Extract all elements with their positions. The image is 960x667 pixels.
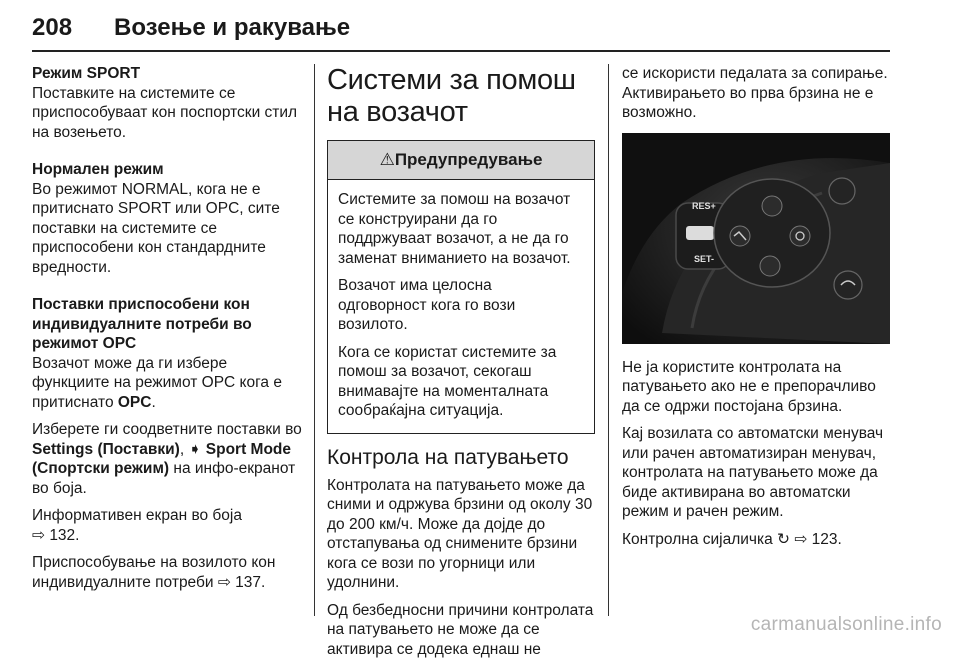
warning-text: Кога се користат системите за помош за возачот, секогаш внимавајте на моменталната сообраќајна ситуација. [338, 343, 557, 419]
settings-instructions: Изберете ги соодветните поставки во Settings (Поставки), ➧ Sport Mode (Спортски режим) на инфо-екранот во боја. [32, 421, 302, 497]
normal-heading: Нормален режим [32, 161, 164, 178]
cruise-text: Од безбедносни причини контролата на патувањето не може да се активира се додека еднаш не [327, 601, 594, 658]
steering-wheel-controls-photo [622, 133, 890, 344]
chapter-title: Возење и ракување [114, 14, 351, 41]
column-middle [327, 64, 595, 667]
customization-ref[interactable]: Приспособување на возилото кон индивидуалните потреби ⇨ 137. [32, 554, 276, 591]
cruise-advice: Не ја користите контролата на патувањето ако не е препорачливо да се одржи постојана брзина. [622, 358, 876, 415]
column-left [32, 64, 302, 600]
cruise-automatic: Кај возилата со автоматски менувач или рачен автоматизиран менувач, контролата на патувањето може да биде активирана во автоматски режим и рачен режим. [622, 425, 884, 520]
sport-text: Поставките на системите се приспособуваат кон поспортски стил на возењето. [32, 84, 298, 141]
opc-text: Возачот може да ги избере функциите на режимот OPC кога е притиснато OPC. [32, 354, 282, 411]
normal-text: Во режимот NORMAL, кога не е притиснато SPORT или OPC, сите поставки на системите се приспособени кон стандардните вредности. [32, 180, 280, 276]
sport-heading: Режим SPORT [32, 65, 141, 82]
arrow-right-icon: ➧ [188, 440, 202, 458]
column-divider [608, 64, 609, 616]
page-number: 208 [32, 14, 73, 41]
cruise-text-continued: се искористи педалата за сопирање. Активирањето во прва брзина не е возможно. [622, 65, 888, 121]
cruise-control-lamp-icon: ↻ [777, 530, 791, 548]
subsection-title: Контрола на патувањето [327, 445, 569, 469]
warning-text: Возачот има целосна одговорност кога го вози возилото. [338, 277, 516, 333]
reference-arrow-icon: ⇨ [794, 530, 808, 548]
section-title: Системи за помош на возачот [327, 64, 576, 128]
cruise-text: Контролата на патувањето може да сними и одржува брзини од околу 30 до 200 км/ч. Може да дојде до отстапувања од снимените брзини кога се вози по угорници или удолнини. [327, 476, 593, 591]
column-divider [314, 64, 315, 616]
warning-header: ⚠Предупредување [328, 141, 594, 180]
info-display-ref[interactable]: Информативен екран во боја ⇨ 132. [32, 507, 242, 544]
reference-arrow-icon: ⇨ [32, 526, 45, 544]
page-header [32, 8, 890, 52]
reference-arrow-icon: ⇨ [217, 573, 231, 591]
warning-text: Системите за помош на возачот се конструирани да го поддржуваат возачот, а не да го заменат вниманието на возачот. [338, 191, 571, 267]
set-minus-label: SET- [694, 253, 715, 264]
opc-heading: Поставки приспособени кон индивидуалните потреби во режимот OPC [32, 296, 252, 352]
warning-box [327, 140, 595, 434]
res-plus-label: RES+ [692, 200, 716, 211]
control-lamp-ref[interactable]: Контролна сијаличка ↻ ⇨ 123. [622, 530, 842, 548]
watermark: carmanualsonline.info [750, 614, 942, 635]
warning-triangle-icon: ⚠ [379, 150, 395, 169]
column-right [622, 64, 890, 557]
